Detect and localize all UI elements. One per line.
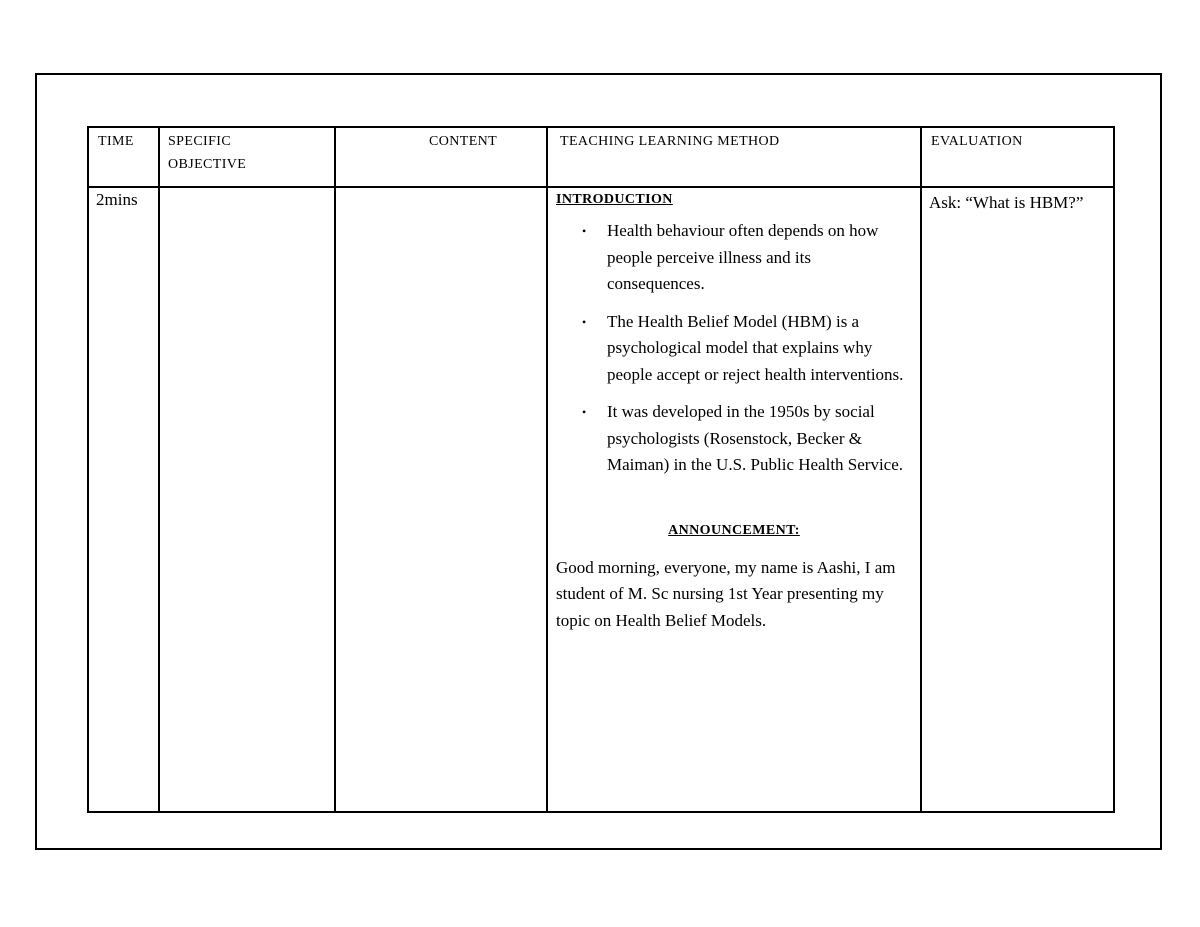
bullet-text: Health behaviour often depends on how people perceive illness and its consequences.: [607, 221, 879, 293]
header-specific-objective: [159, 127, 335, 187]
announcement-text: Good morning, everyone, my name is Aashi, I am student of M. Sc nursing 1st Year presenting my topic on Health Belief Models.: [556, 557, 896, 630]
cell-specific-objective: [159, 187, 335, 812]
table-row: [88, 187, 1114, 812]
header-content: CONTENT: [335, 127, 547, 187]
header-time: TIME: [88, 127, 159, 187]
cell-evaluation: Ask: “What is HBM?”: [921, 187, 1114, 812]
bullet-icon: •: [582, 405, 587, 419]
header-specific-objective-line2: OBJECTIVE: [168, 157, 247, 172]
header-row: [88, 127, 1114, 187]
announcement-heading: ANNOUNCEMENT:: [668, 522, 800, 538]
lesson-plan-table: [87, 126, 1115, 813]
bullet-text: The Health Belief Model (HBM) is a psychological model that explains why people accept or reject health interventions.: [607, 311, 904, 384]
list-item: [582, 218, 912, 298]
header-evaluation: EVALUATION: [921, 127, 1114, 187]
bullet-icon: •: [582, 224, 587, 238]
cell-teaching-learning-method: [547, 187, 921, 812]
cell-time: 2mins: [88, 187, 159, 812]
list-item: [582, 399, 912, 479]
bullet-icon: •: [582, 314, 587, 329]
cell-content: [335, 187, 547, 812]
introduction-heading: INTRODUCTION: [556, 192, 673, 207]
bullet-text: It was developed in the 1950s by social psychologists (Rosenstock, Becker & Maiman) in the U.S. Public Health Service.: [607, 402, 904, 474]
introduction-bullet-list: [556, 218, 912, 479]
list-item: [582, 309, 912, 389]
header-specific-objective-line1: SPECIFIC: [168, 134, 232, 149]
header-teaching-learning-method: TEACHING LEARNING METHOD: [547, 127, 921, 187]
